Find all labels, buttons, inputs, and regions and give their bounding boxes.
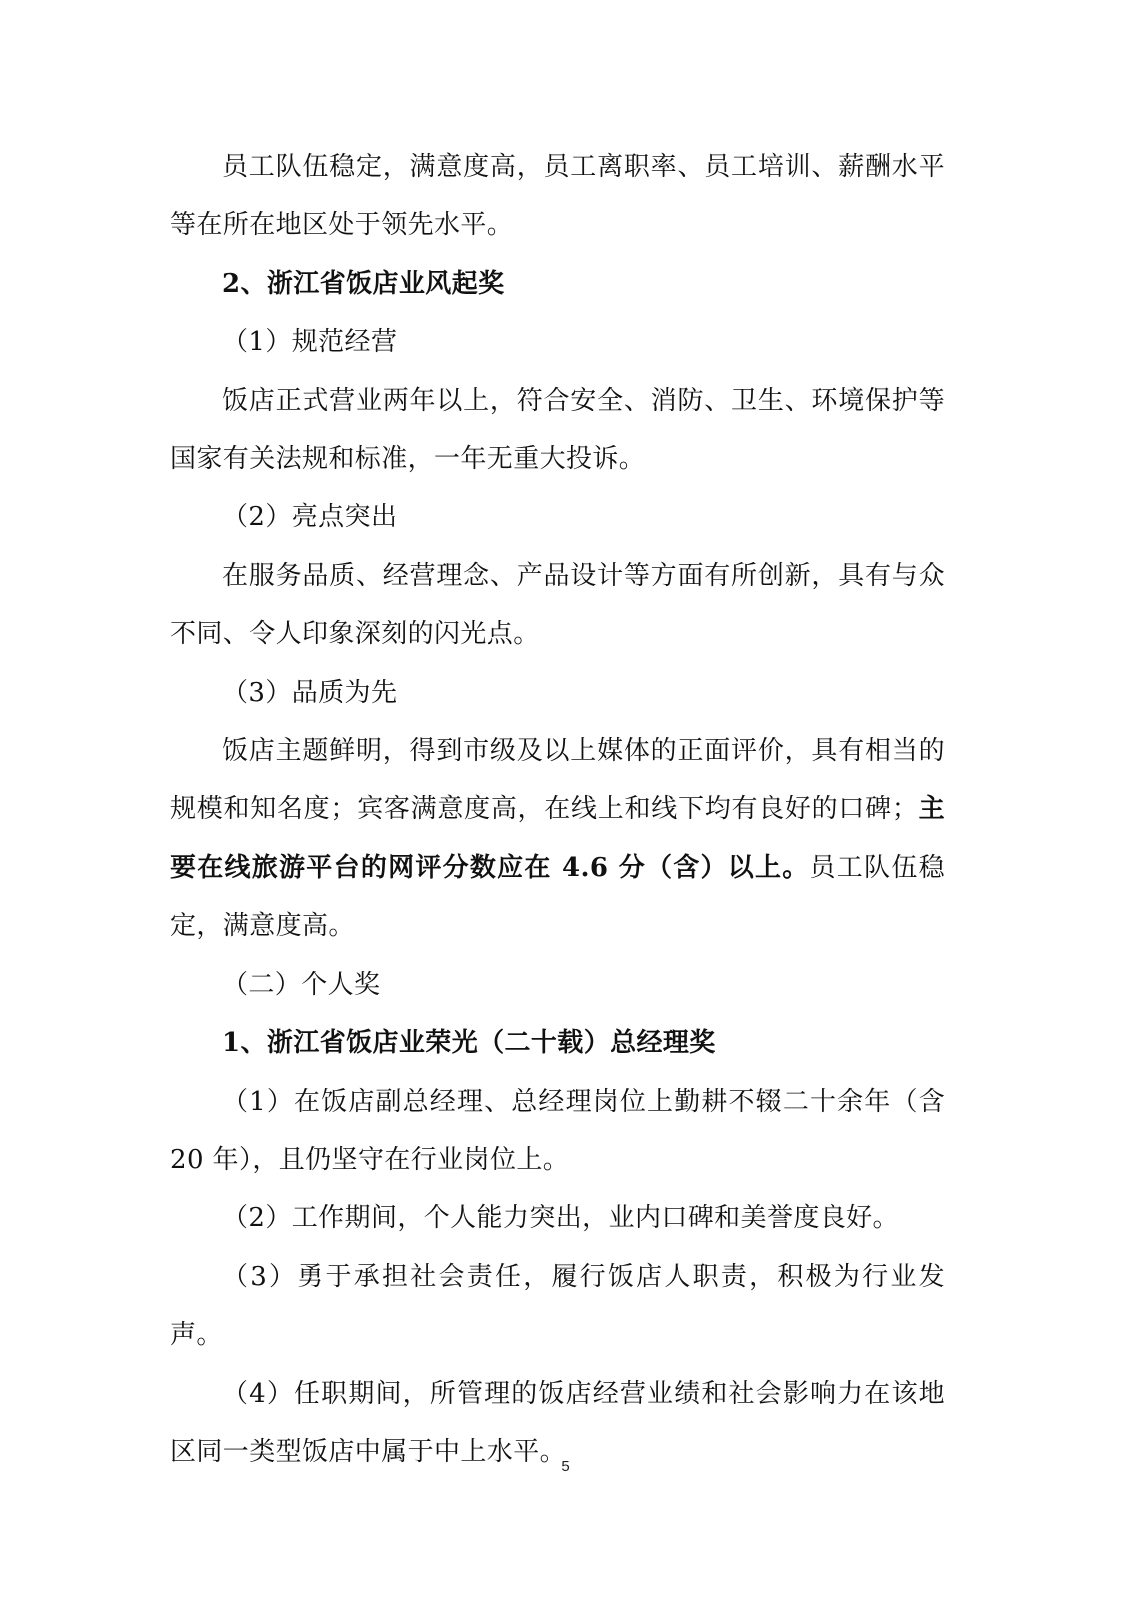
paragraph-highlights: 在服务品质、经营理念、产品设计等方面有所创新，具有与众不同、令人印象深刻的闪光点。 bbox=[170, 560, 945, 650]
paragraph-quality-first bbox=[170, 722, 945, 956]
paragraph-staff-stability: 员工队伍稳定，满意度高，员工离职率、员工培训、薪酬水平等在所在地区处于领先水平。 bbox=[170, 152, 945, 241]
paragraph-standard-operation: 饭店正式营业两年以上，符合安全、消防、卫生、环境保护等国家有关法规和标准，一年无重大投诉。 bbox=[170, 385, 945, 475]
document-body bbox=[170, 138, 945, 1481]
heading-gm-award: 1、浙江省饭店业荣光（二十载）总经理奖 bbox=[222, 1028, 716, 1059]
quality-text-regular: 饭店主题鲜明，得到市级及以上媒体的正面评价，具有相当的规模和知名度；宾客满意度高，在线上和线下均有良好的口碑； bbox=[170, 736, 945, 825]
page-number: 5 bbox=[561, 1458, 570, 1475]
heading-fengqi-award: 2、浙江省饭店业风起奖 bbox=[222, 268, 505, 299]
list-item-1: （1）在饭店副总经理、总经理岗位上勤耕不辍二十余年（含 20 年），且仍坚守在行业岗位上。 bbox=[170, 1086, 945, 1175]
subheading-highlights: （2）亮点突出 bbox=[222, 502, 398, 533]
section-individual-awards: （二）个人奖 bbox=[222, 969, 381, 1000]
list-item-3: （3）勇于承担社会责任，履行饭店人职责，积极为行业发声。 bbox=[170, 1261, 945, 1351]
quality-text-tail: 员工队伍稳定，满意度高。 bbox=[170, 852, 945, 942]
subheading-quality-first: （3）品质为先 bbox=[222, 677, 398, 708]
list-item-2: （2）工作期间，个人能力突出，业内口碑和美誉度良好。 bbox=[222, 1203, 899, 1234]
subheading-standard-operation: （1）规范经营 bbox=[222, 327, 398, 358]
quality-text-bold: 主要在线旅游平台的网评分数应在 4.6 分（含）以上。 bbox=[170, 794, 946, 883]
list-item-4: （4）任职期间，所管理的饭店经营业绩和社会影响力在该地区同一类型饭店中属于中上水平。 bbox=[170, 1378, 945, 1467]
